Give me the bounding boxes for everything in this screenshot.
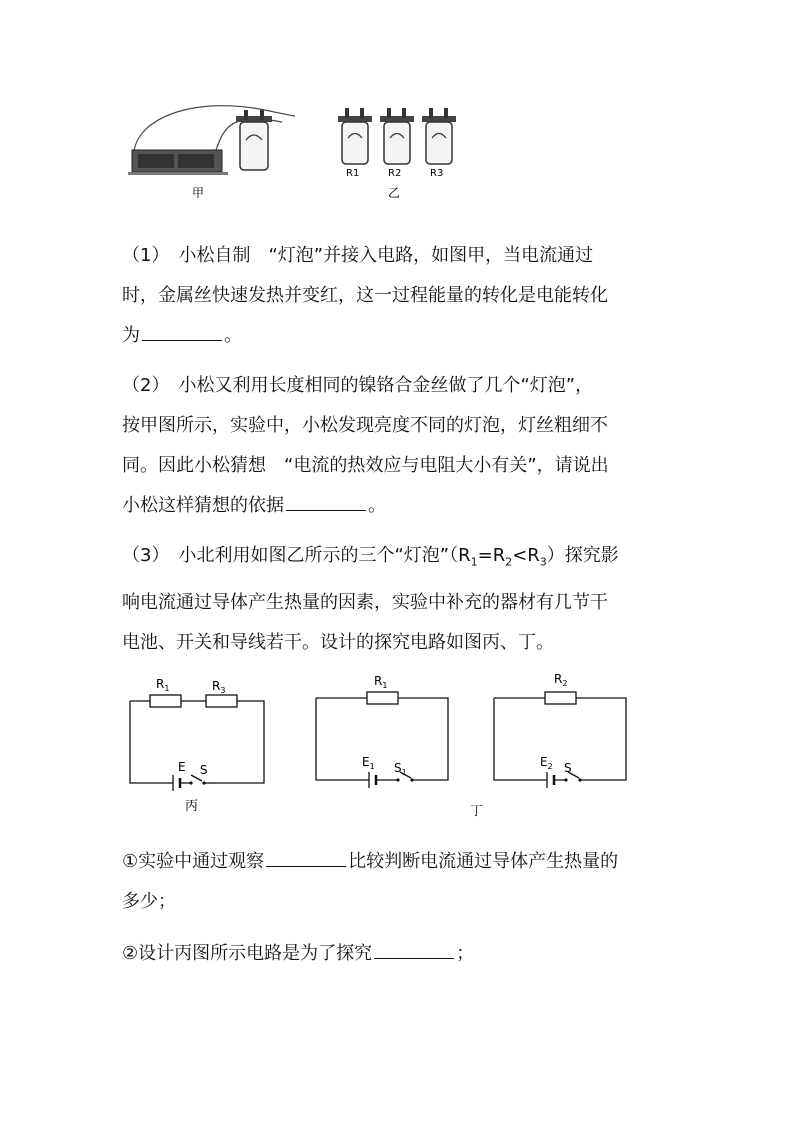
resistor-r1	[367, 692, 398, 704]
label-yi: 乙	[388, 186, 401, 200]
figure-apparatus	[120, 92, 460, 207]
question-1	[122, 236, 682, 356]
label-jia: 甲	[192, 186, 205, 200]
battery-e	[173, 775, 180, 791]
label-r1: $R_1$	[374, 674, 388, 690]
q1-end: 。	[224, 325, 242, 346]
q1-line-2: 时，金属丝快速发热并变红，这一过程能量的转化是电能转化	[122, 285, 608, 306]
q2-line-3: 同。因此小松猜想 “电流的热效应与电阻大小有关”，请说出	[122, 455, 609, 476]
jar-label-r1: R1	[346, 168, 360, 179]
battery-e1	[369, 772, 376, 788]
label-bing: 丙	[185, 799, 199, 814]
q3-line-2: 响电流通过导体产生热量的因素，实验中补充的器材有几节干	[122, 591, 608, 613]
resistor-r3	[206, 695, 237, 707]
answer-blank-q1[interactable]	[142, 339, 222, 341]
battery-e2	[547, 772, 554, 788]
jar-label-r2: R2	[388, 168, 402, 179]
q3-sub-2: 2	[505, 555, 513, 569]
q3-line-3: 电池、开关和导线若干。设计的探究电路如图丙、丁。	[122, 631, 554, 653]
label-e2: $E_2$	[540, 755, 553, 771]
jar-label-r3: R3	[430, 168, 444, 179]
answer-blank-sub1[interactable]	[266, 865, 346, 867]
sub1-line-1-a: ①实验中通过观察	[122, 851, 265, 872]
jar-r1	[338, 108, 372, 164]
label-r1: $R_1$	[156, 677, 170, 693]
label-r2: $R_2$	[554, 672, 568, 688]
question-2	[122, 366, 682, 526]
jar-r2	[380, 108, 414, 164]
q3-line-1-c: <R	[512, 545, 540, 566]
q3-line-1-a: （3） 小北利用如图乙所示的三个“灯泡”（R	[122, 545, 471, 566]
circuit-ding-r2	[484, 668, 634, 788]
q3-sub-1: 1	[470, 555, 478, 569]
answer-blank-q2[interactable]	[286, 509, 366, 511]
q2-line-4-text: 小松这样猜想的依据	[122, 495, 284, 516]
q1-line-3-text: 为	[122, 325, 140, 346]
sub1-line-1-b: 比较判断电流通过导体产生热量的	[348, 851, 619, 872]
label-e1: $E_1$	[362, 755, 375, 771]
sub1-line-1	[122, 842, 682, 882]
subquestion-1	[122, 842, 682, 922]
label-s: S	[564, 761, 572, 775]
circuit-bing	[120, 668, 280, 818]
question-3	[122, 536, 682, 663]
answer-blank-sub2[interactable]	[374, 957, 454, 959]
resistor-r2	[545, 692, 576, 704]
sub2-line-1	[122, 934, 682, 974]
battery-box	[128, 150, 228, 175]
jar-r3	[422, 108, 456, 164]
q3-line-1-d: ）探究影	[546, 545, 619, 566]
q2-end: 。	[368, 495, 386, 516]
q3-line-1-b: =R	[477, 545, 506, 566]
q2-line-4	[122, 486, 682, 526]
subquestion-2	[122, 934, 682, 974]
label-e: E	[178, 760, 186, 774]
q3-line-1	[122, 536, 682, 583]
sub2-end: ；	[456, 943, 475, 964]
circuit-ding-r1	[306, 668, 456, 788]
q2-line-1: （2） 小松又利用长度相同的镍铬合金丝做了几个“灯泡”，	[122, 375, 594, 396]
sub1-line-2: 多少；	[122, 891, 176, 912]
label-s: S	[200, 763, 208, 777]
label-s1: $S_1$	[394, 761, 407, 777]
label-r3: $R_3$	[212, 679, 226, 695]
q3-sub-3: 3	[539, 555, 547, 569]
q2-line-2: 按甲图所示，实验中，小松发现亮度不同的灯泡，灯丝粗细不	[122, 415, 608, 436]
q1-line-1: （1） 小松自制 “灯泡”并接入电路，如图甲，当电流通过	[122, 245, 594, 266]
jar-jia	[236, 110, 272, 170]
q1-line-3	[122, 316, 682, 356]
label-ding: 丁	[470, 804, 484, 819]
resistor-r1	[150, 695, 181, 707]
sub2-line-1-a: ②设计丙图所示电路是为了探究	[122, 943, 373, 964]
